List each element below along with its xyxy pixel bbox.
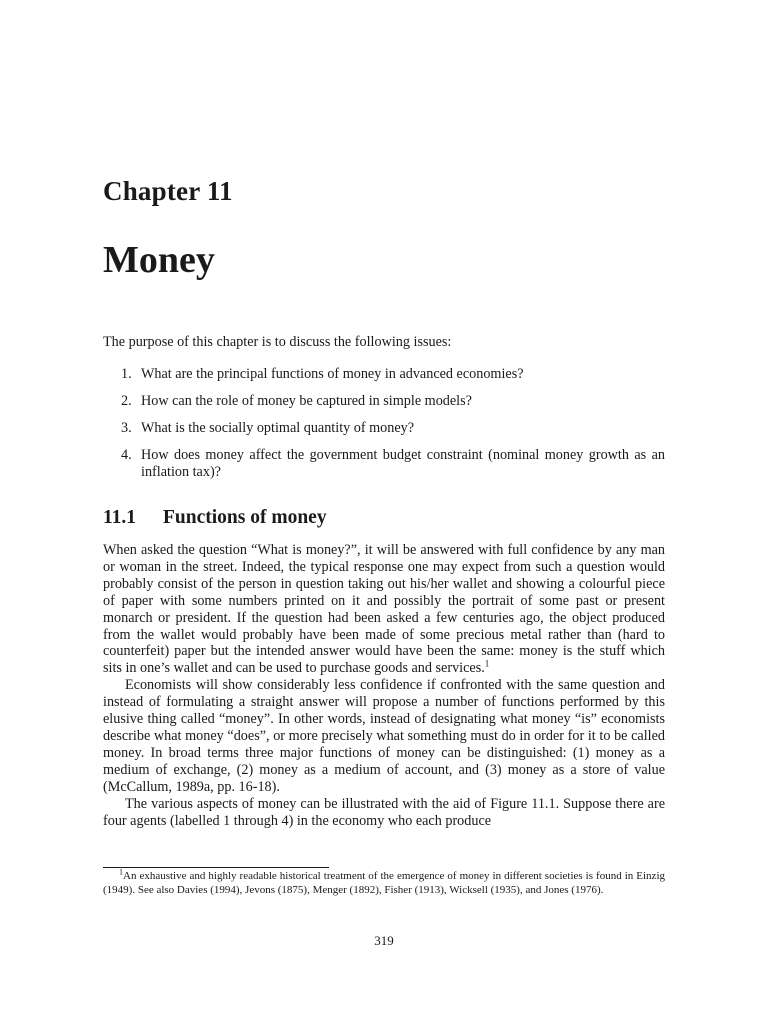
list-item-text: How does money affect the government budget constraint (nominal money growth as an inflation tax)? — [141, 447, 665, 480]
chapter-title: Money — [103, 239, 215, 281]
section-title: Functions of money — [163, 507, 327, 528]
footnote — [103, 869, 665, 897]
list-item — [121, 420, 665, 437]
page — [103, 0, 665, 1024]
footnote-divider — [103, 867, 329, 868]
list-item — [121, 447, 665, 481]
intro-text: The purpose of this chapter is to discuss the following issues: — [103, 334, 452, 350]
list-item — [121, 393, 665, 410]
footnote-text: An exhaustive and highly readable historical treatment of the emergence of money in different societies is found in Einzig (1949). See also Davies (1994), Jevons (1875), Menger (1892), Fisher (1913), Wicksell (1935), and Jones (1976). — [103, 870, 665, 896]
list-item — [121, 366, 665, 383]
list-item-number: 1. — [121, 366, 132, 382]
page-number: 319 — [374, 933, 394, 948]
section-heading — [103, 507, 327, 529]
list-item-number: 2. — [121, 393, 132, 409]
paragraph-text: Economists will show considerably less confidence if confronted with the same question and instead of formulating a straight answer will propose a number of functions performed by this elusive thing called “money”. In other words, instead of designating what money “is” economists describe what money “does”, or more precisely what something must do in order for it to be called money. In broad terms three major functions of money can be distinguished: (1) money as a medium of exchange, (2) money as a medium of account, and (3) money as a store of value (McCallum, 1989a, pp. 16-18). — [103, 677, 665, 795]
footnote-reference[interactable]: 1 — [484, 658, 490, 669]
list-item-text: What are the principal functions of money in advanced economies? — [141, 366, 524, 382]
list-item-number: 3. — [121, 420, 132, 436]
footnote-mark: 1 — [119, 867, 123, 877]
section-number: 11.1 — [103, 507, 137, 528]
paragraph — [103, 542, 665, 677]
paragraph — [103, 796, 665, 830]
chapter-label: Chapter 11 — [103, 176, 233, 206]
paragraph-text: When asked the question “What is money?”, it will be answered with full confidence by any man or woman in the street. Indeed, the typical response one may expect from such a question would probably consist of the person in question taking out his/her wallet and showing a colourful piece of paper with some numbers printed on it and possibly the portrait of some past or present monarch or president. If the question had been asked a few centuries ago, the object produced from the wallet would probably have been made of some precious metal rather than (hard to counterfeit) paper but the intended answer would have been the same: money is the stuff which sits in one’s wallet and can be used to purchase goods and services. — [103, 542, 665, 677]
list-item-text: How can the role of money be captured in simple models? — [141, 393, 472, 409]
list-item-text: What is the socially optimal quantity of money? — [141, 420, 415, 436]
paragraph — [103, 677, 665, 795]
list-item-number: 4. — [121, 447, 132, 463]
paragraph-text: The various aspects of money can be illustrated with the aid of Figure 11.1. Suppose there are four agents (labelled 1 through 4) in the economy who each produce — [103, 795, 665, 829]
body-text — [103, 542, 665, 829]
issues-list — [121, 366, 665, 481]
